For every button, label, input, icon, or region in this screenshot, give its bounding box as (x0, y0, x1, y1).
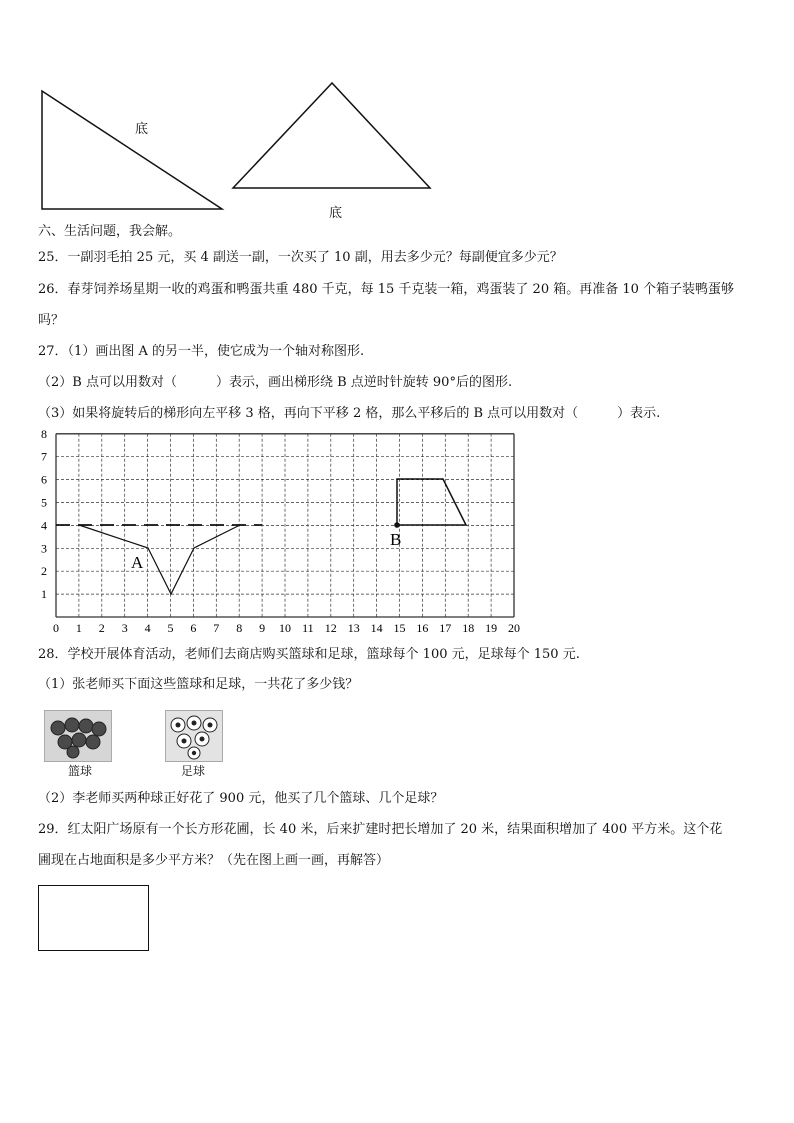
x-tick-label: 5 (167, 621, 174, 635)
x-tick-label: 10 (279, 621, 291, 635)
question-27-part3: （3）如果将旋转后的梯形向左平移 3 格，再向下平移 2 格，那么平移后的 B 点可以用数对（ ）表示. (38, 406, 661, 421)
triangles-figure (30, 78, 450, 223)
y-tick-label: 2 (41, 564, 47, 579)
question-28-part1: （1）张老师买下面这些篮球和足球，一共花了多少钱？ (38, 677, 359, 692)
x-tick-label: 11 (302, 621, 314, 635)
x-tick-label: 13 (347, 621, 360, 635)
question-27-part1: 27．（1）画出图 A 的另一半，使它成为一个轴对称图形. (38, 344, 365, 359)
x-tick-label: 16 (416, 621, 429, 635)
x-tick-label: 15 (393, 621, 406, 635)
right-triangle (42, 91, 222, 209)
football-caption: 足球 (181, 764, 206, 778)
acute-triangle (233, 83, 430, 188)
label-a: A (131, 553, 144, 572)
x-tick-label: 17 (439, 621, 452, 635)
football-image (165, 710, 223, 762)
x-tick-label: 14 (370, 621, 383, 635)
football-icon (166, 711, 222, 761)
x-tick-label: 20 (508, 621, 520, 635)
question-29-line1: 29．红太阳广场原有一个长方形花圃，长 40 米，后来扩建时把长增加了 20 米，结果面积增加了 400 平方米。这个花 (38, 822, 723, 837)
point-b (394, 522, 400, 528)
question-28-part2: （2）李老师买两种球正好花了 900 元，他买了几个篮球、几个足球？ (38, 791, 444, 806)
figure-a-half (79, 525, 240, 594)
x-tick-label: 2 (98, 621, 105, 635)
label-b: B (390, 530, 402, 549)
question-25: 25．一副羽毛拍 25 元，买 4 副送一副，一次买了 10 副，用去多少元？每副便宜多少元？ (38, 250, 563, 265)
x-tick-label: 8 (236, 621, 243, 635)
section-heading: 六、生活问题，我会解。 (38, 224, 182, 239)
question-26-line1: 26．春芽饲养场星期一收的鸡蛋和鸭蛋共重 480 千克，每 15 千克装一箱，鸡蛋装了 20 箱。再准备 10 个箱子装鸭蛋够 (38, 282, 735, 297)
x-tick-label: 18 (462, 621, 475, 635)
question-26-line2: 吗？ (38, 313, 65, 328)
x-tick-label: 3 (121, 621, 128, 635)
x-tick-label: 19 (485, 621, 498, 635)
y-tick-label: 1 (41, 587, 47, 602)
x-tick-label: 6 (190, 621, 197, 635)
coordinate-grid (30, 425, 530, 635)
x-tick-label: 4 (144, 621, 151, 635)
triangle-base-label-left: 底 (135, 122, 149, 137)
x-tick-label: 7 (213, 621, 220, 635)
basketball-image (44, 710, 112, 762)
basketball-caption: 篮球 (68, 764, 93, 778)
y-tick-label: 5 (41, 495, 47, 510)
y-tick-label: 7 (41, 449, 47, 464)
y-tick-label: 8 (41, 426, 47, 441)
question-27-part2: （2）B 点可以用数对（ ）表示，画出梯形绕 B 点逆时针旋转 90°后的图形. (38, 375, 513, 390)
question-28-intro: 28．学校开展体育活动，老师们去商店购买篮球和足球，篮球每个 100 元，足球每个 150 元. (38, 647, 580, 662)
y-tick-label: 3 (41, 541, 47, 556)
y-tick-label: 4 (41, 518, 47, 533)
x-tick-label: 1 (75, 621, 82, 635)
x-tick-label: 12 (324, 621, 337, 635)
question-29-line2: 圃现在占地面积是多少平方米？（先在图上画一画，再解答） (38, 853, 390, 868)
basketball-icon (45, 711, 111, 761)
trapezoid (397, 479, 466, 525)
garden-rectangle (38, 885, 149, 951)
triangle-base-label-right: 底 (329, 206, 343, 221)
x-tick-label: 9 (259, 621, 266, 635)
y-tick-label: 6 (41, 472, 47, 487)
x-tick-label: 0 (53, 621, 59, 635)
